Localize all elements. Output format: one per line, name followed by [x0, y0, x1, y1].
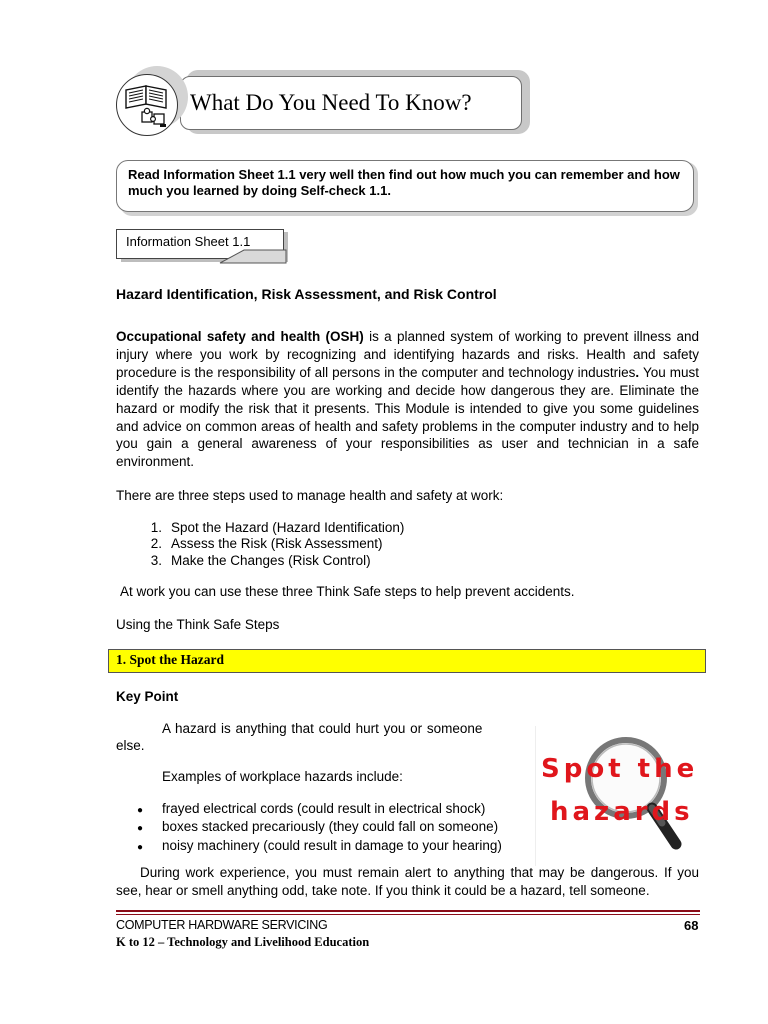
spot-the-hazards-image [535, 726, 701, 866]
instruction-text: Read Information Sheet 1.1 very well then find out how much you can remember and how much you learned by doing Self-check 1.1. [128, 167, 680, 198]
page-title: What Do You Need To Know? [190, 90, 472, 115]
list-item: 3. Make the Changes (Risk Control) [150, 552, 371, 568]
closing-paragraph: During work experience, you must remain alert to anything that may be dangerous. If you see, hear or smell anything odd, take note. If you think it could be a hazard, tell someone. [116, 865, 699, 898]
footer-rule [116, 910, 700, 912]
key-point-heading: Key Point [116, 689, 179, 704]
footer-rule-thin [116, 914, 700, 915]
think-safe-line: At work you can use these three Think Safe steps to help prevent accidents. [120, 584, 575, 599]
book-and-puzzle-icon [120, 80, 176, 132]
magnifying-glass-icon [574, 728, 684, 850]
intro-paragraph [116, 328, 699, 471]
examples-intro: Examples of workplace hazards include: [162, 769, 403, 784]
spot-the-text: Spot the [541, 754, 699, 784]
using-steps-line: Using the Think Safe Steps [116, 617, 280, 632]
info-sheet-label: Information Sheet 1.1 [126, 234, 251, 249]
list-item: ● boxes stacked precariously (they could fall on someone) [137, 819, 502, 837]
bullet-icon: ● [137, 841, 144, 853]
intro-text-part2: You must identify the hazards where you are working and decide how dangerous they are. Eliminate the hazard or modify the risk that it presents. This Module is intended to give you some guidelines and advice on common areas of health and safety problems in the computer industry and to help you gain a general awareness of your responsibilities as user and technician in a safe environment. [116, 364, 700, 470]
osh-term: Occupational safety and health (OSH) [116, 329, 364, 344]
bullet-icon: ● [137, 805, 144, 816]
list-item: ● noisy machinery (could result in damage to your hearing) [137, 838, 502, 856]
intro-text-part1: is a planned system of working to prevent illness and injury where you work by recognizing and identifying hazards and risks. Health and safety procedure is the responsibility of all persons in the computer and technology industries [116, 329, 700, 380]
steps-list [116, 520, 404, 569]
page-number: 68 [684, 918, 699, 933]
hazards-text: hazards [550, 797, 694, 827]
list-item: 2. Assess the Risk (Risk Assessment) [150, 536, 383, 552]
hazard-examples-list [137, 801, 502, 856]
steps-intro: There are three steps used to manage health and safety at work: [116, 488, 504, 503]
hazard-definition-cont: else. [116, 738, 145, 753]
hazard-definition: A hazard is anything that could hurt you or someone [162, 721, 483, 736]
spot-hazard-heading: 1. Spot the Hazard [116, 652, 224, 667]
footer-subtitle: K to 12 – Technology and Livelihood Education [116, 935, 370, 949]
footer-course: COMPUTER HARDWARE SERVICING [116, 918, 328, 932]
list-item: 1. Spot the Hazard (Hazard Identification) [150, 520, 405, 535]
list-item: ● frayed electrical cords (could result in electrical shock) [137, 801, 502, 819]
bullet-icon: ● [137, 823, 144, 835]
intro-bold-period: . [635, 364, 640, 380]
section-title: Hazard Identification, Risk Assessment, and Risk Control [116, 286, 497, 302]
tab-fold-corner [216, 249, 288, 265]
